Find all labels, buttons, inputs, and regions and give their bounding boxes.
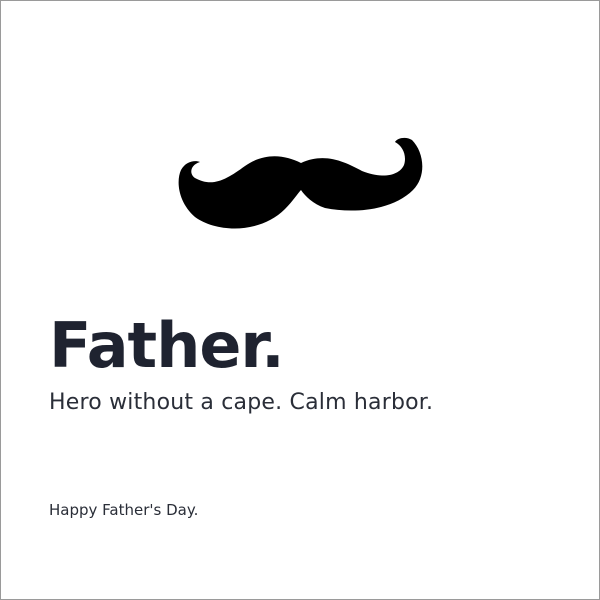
card-subtitle: Hero without a cape. Calm harbor. <box>49 390 434 415</box>
card-title: Father. <box>49 309 284 382</box>
card-greeting: Happy Father's Day. <box>49 501 199 519</box>
mustache-icon <box>175 134 427 234</box>
mustache-shape <box>179 138 423 229</box>
